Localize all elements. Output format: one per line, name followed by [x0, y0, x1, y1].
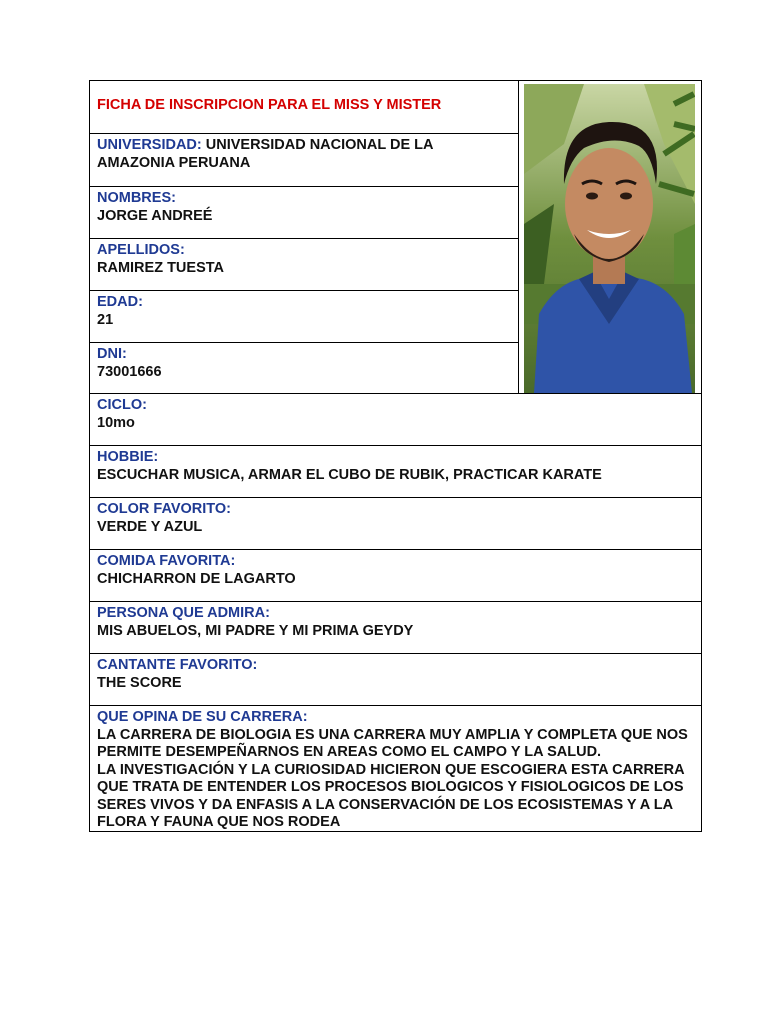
field-row-dni	[90, 342, 518, 393]
field-row-ciclo	[90, 393, 701, 445]
field-value: THE SCORE	[97, 674, 182, 691]
field-row-edad	[90, 290, 518, 342]
portrait-image	[524, 84, 695, 393]
field-label: NOMBRES:	[97, 190, 176, 206]
field-value: JORGE ANDREÉ	[97, 207, 213, 224]
field-value: 10mo	[97, 414, 135, 431]
field-row-color-favorito	[90, 497, 701, 549]
top-section	[90, 81, 519, 393]
field-row-nombres	[90, 186, 518, 238]
university-row	[90, 133, 518, 186]
field-value: MIS ABUELOS, MI PADRE Y MI PRIMA GEYDY	[97, 622, 414, 639]
field-value: 73001666	[97, 363, 162, 380]
form-title: FICHA DE INSCRIPCION PARA EL MISS Y MISTER	[97, 97, 442, 113]
field-row-persona-que-admira	[90, 601, 701, 653]
field-row-apellidos	[90, 238, 518, 290]
field-label: CICLO:	[97, 397, 147, 413]
field-row-hobbie	[90, 445, 701, 497]
field-row-cantante-favorito	[90, 653, 701, 705]
applicant-photo	[519, 81, 701, 393]
field-row-opinion-carrera	[90, 705, 701, 831]
field-value: RAMIREZ TUESTA	[97, 259, 225, 276]
career-text: LA CARRERA DE BIOLOGIA ES UNA CARRERA MUY AMPLIA Y COMPLETA QUE NOS PERMITE DESEMPEÑARNOS EN AREAS COMO EL CAMPO Y LA SALUD. LA INVESTIGACIÓN Y LA CURIOSIDAD HICIERON QUE ESCOGIERA ESTA CARRERA QUE TRATA DE ENTENDER LOS PROCESOS BIOLOGICOS Y FISIOLOGICOS DE LOS SERES VIVOS Y DA ENFASIS A LA CONSERVACIÓN DE LOS ECOSISTEMAS Y A LA FLORA Y FAUNA QUE NOS RODEA	[97, 726, 688, 830]
field-value: VERDE Y AZUL	[97, 518, 203, 535]
field-label: COLOR FAVORITO:	[97, 501, 231, 517]
university-label: UNIVERSIDAD:	[97, 137, 202, 153]
field-label: APELLIDOS:	[97, 242, 185, 258]
university-value: UNIVERSIDAD NACIONAL DE LA AMAZONIA PERUANA	[97, 137, 433, 171]
field-label: HOBBIE:	[97, 449, 159, 465]
field-value: ESCUCHAR MUSICA, ARMAR EL CUBO DE RUBIK, PRACTICAR KARATE	[97, 466, 602, 483]
field-label: COMIDA FAVORITA:	[97, 553, 236, 569]
field-value: CHICHARRON DE LAGARTO	[97, 570, 296, 587]
field-label: PERSONA QUE ADMIRA:	[97, 605, 270, 621]
registration-form	[89, 80, 702, 832]
field-label: DNI:	[97, 346, 127, 362]
field-label: EDAD:	[97, 294, 143, 310]
career-label: QUE OPINA DE SU CARRERA:	[97, 709, 308, 725]
field-row-comida-favorita	[90, 549, 701, 601]
field-label: CANTANTE FAVORITO:	[97, 657, 258, 673]
field-value: 21	[97, 311, 114, 328]
